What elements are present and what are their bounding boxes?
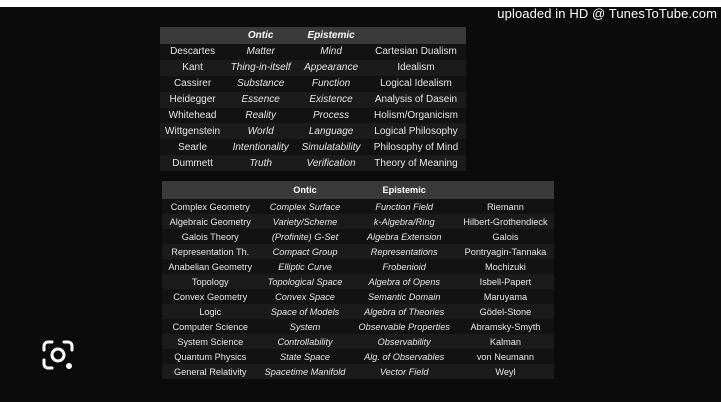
table-cell: Quantum Physics [174,351,247,362]
table-cell: Reality [245,110,276,121]
header-cell-ontic: Ontic [225,27,296,44]
header-cell [160,27,225,44]
table-cell: Abramsky-Smyth [470,321,541,332]
table-cell: Isbell-Papert [457,274,554,289]
table-row [162,364,554,379]
table-cell: Logical Idealism [380,78,452,90]
table-cell: Elliptic Curve [278,261,332,272]
table-row [160,76,466,92]
table-cell: Weyl [457,364,554,379]
table-cell: Function [311,78,351,90]
table-cell: Anabelian Geometry [168,261,253,272]
table-cell: Topology [162,274,259,289]
table-cell: Algebra of Opens [352,274,457,289]
table-cell: Idealism [366,60,466,76]
table-row [160,155,466,171]
table-cell: Riemann [487,201,524,212]
table-cell: Hilbert-Grothendieck [457,214,554,229]
table-cell: Semantic Domain [367,291,441,302]
table-cell: Gödel-Stone [457,304,554,319]
table-cell: Whitehead [168,110,217,121]
table-cell: Convex Space [275,291,335,302]
table-cell: Spacetime Manifold [259,364,352,379]
table-cell: Algebra Extension [366,231,442,242]
table-row [162,244,554,259]
table-cell: Existence [296,92,366,108]
table-cell: Verification [296,155,366,171]
header-cell-ontic: Ontic [259,181,352,199]
table-cell: Analysis of Dasein [366,92,466,108]
table-cell: Algebraic Geometry [162,214,259,229]
table-cell: von Neumann [476,351,535,362]
table-row [162,259,554,274]
table-row [162,199,554,214]
table-row [162,349,554,364]
table-cell: State Space [279,351,331,362]
header-cell [162,181,259,199]
table-cell: Representations [352,244,457,259]
table-cell: Function Field [375,201,434,212]
table-row [160,123,466,139]
header-cell [366,27,466,44]
table-row [162,274,554,289]
table-row [162,304,554,319]
table-cell: Complex Surface [269,201,341,212]
table-header-row [162,181,554,199]
mathematics-table [162,181,554,379]
table-cell: Theory of Meaning [366,155,466,171]
table-cell: World [225,123,296,139]
table-header-row [160,27,466,44]
table-cell: Space of Models [259,304,352,319]
table-row [162,319,554,334]
table-cell: (Profinite) G-Set [271,231,339,242]
table-cell: k-Algebra/Ring [352,214,457,229]
table-cell: Complex Geometry [170,201,250,212]
table-row [160,108,466,124]
table-cell: Logical Philosophy [366,123,466,139]
table-cell: Essence [225,92,296,108]
table-cell: Observable Properties [358,321,450,332]
table-cell: Cartesian Dualism [375,46,457,58]
table-row [162,289,554,304]
table-cell: Galois [492,231,519,242]
table-cell: Cassirer [173,78,212,90]
table-row [160,92,466,108]
table-cell: Computer Science [172,321,249,332]
table-row [162,214,554,229]
table-cell: Galois Theory [181,231,239,242]
table-cell: Representation Th. [162,244,259,259]
table-row [162,334,554,349]
table-row [162,229,554,244]
table-cell: Matter [246,46,275,58]
table-cell: Process [313,110,350,121]
philosophy-table [160,27,466,171]
table-cell: Descartes [170,46,216,58]
table-cell: Philosophy of Mind [373,141,459,153]
table-cell: Heidegger [160,92,225,108]
table-cell: Mochizuki [485,261,526,272]
table-row [160,60,466,76]
table-cell: Convex Geometry [173,291,248,302]
table-cell: Maruyama [483,291,528,302]
table-cell: System [289,321,321,332]
table-cell: General Relativity [162,364,259,379]
table-cell: Mind [320,46,342,58]
table-cell: Substance [237,78,285,90]
table-cell: Observability [352,334,457,349]
table-cell: Topological Space [259,274,352,289]
table-cell: Simulatability [301,141,361,153]
table-cell: Controllability [259,334,352,349]
table-cell: Holism/Organicism [374,110,458,121]
table-row [160,139,466,155]
table-cell: Thing-in-itself [225,60,296,76]
table-cell: Kant [160,60,225,76]
table-cell: Logic [162,304,259,319]
header-cell-epistemic: Epistemic [296,27,366,44]
google-lens-icon[interactable] [40,339,76,371]
table-cell: Intentionality [232,141,289,153]
table-cell: Truth [225,155,296,171]
table-cell: Frobenioid [382,261,426,272]
table-cell: System Science [162,334,259,349]
upload-watermark: uploaded in HD @ TunesToTube.com [497,6,717,21]
table-cell: Pontryagin-Tannaka [457,244,554,259]
table-cell: Wittgenstein [160,123,225,139]
table-cell: Algebra of Theories [352,304,457,319]
table-cell: Language [296,123,366,139]
table-cell: Alg. of Observables [364,351,445,362]
header-cell [457,181,554,199]
table-cell: Appearance [296,60,366,76]
table-cell: Kalman [457,334,554,349]
table-cell: Dummett [160,155,225,171]
table-cell: Compact Group [259,244,352,259]
header-cell-epistemic: Epistemic [352,181,457,199]
table-cell: Vector Field [352,364,457,379]
table-cell: Searle [178,141,208,153]
table-cell: Variety/Scheme [259,214,352,229]
table-row [160,44,466,60]
